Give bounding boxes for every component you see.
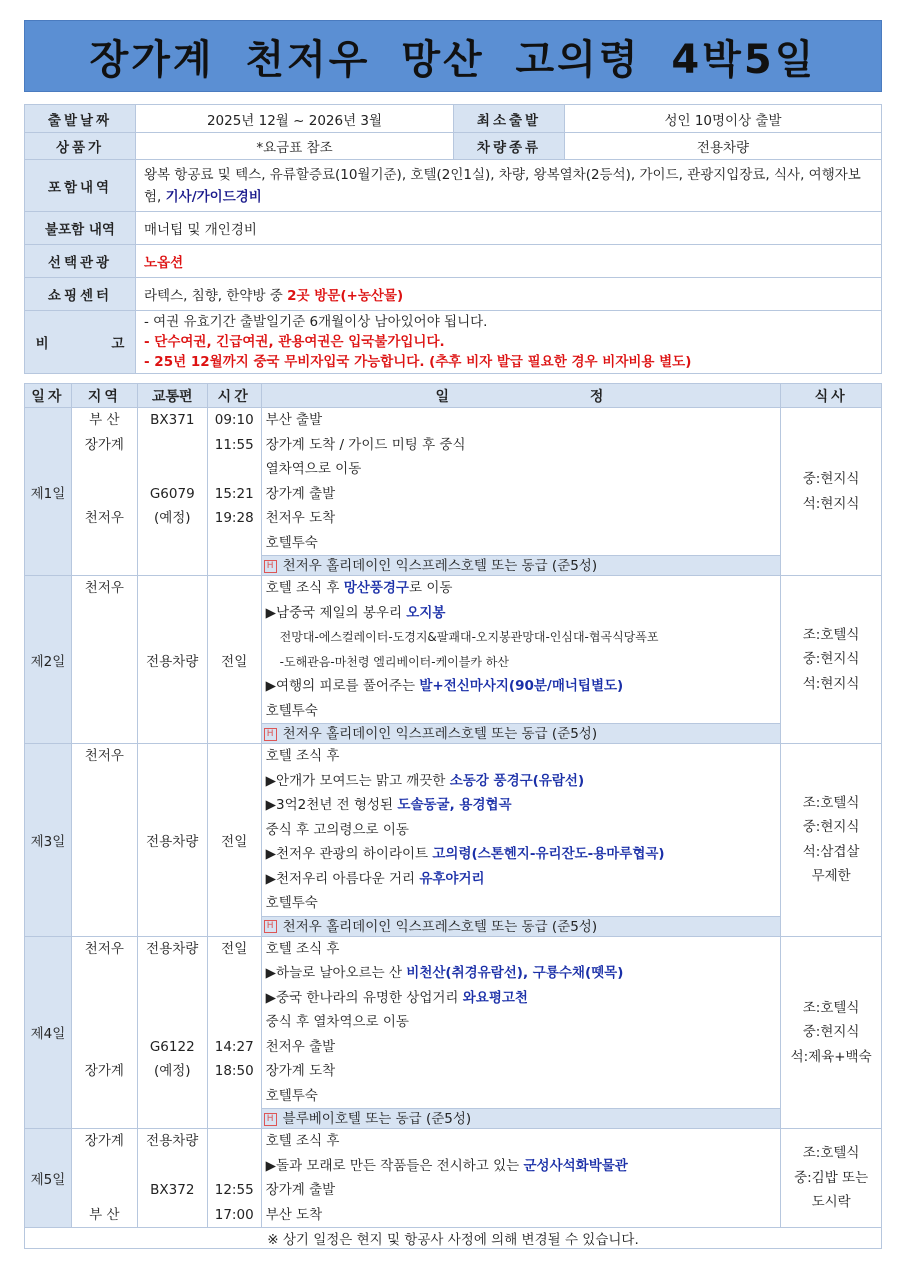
transport: 전용차량	[146, 1133, 199, 1149]
schedule-line: 장가계 출발	[265, 485, 336, 502]
schedule-subline: -도해관음-마천령 엘리베이터-케이블카 하산	[279, 654, 509, 669]
meal: 석:삼겹살	[802, 843, 860, 860]
schedule-col	[261, 936, 781, 1129]
hotel-icon: H	[264, 560, 277, 573]
meal: 무제한	[811, 868, 851, 885]
schedule-line: 부산 출발	[265, 412, 323, 428]
transport: 전용차량	[146, 940, 199, 957]
departure-label: 출발날짜	[25, 105, 136, 133]
highlight: 와요평고천	[462, 989, 528, 1006]
schedule-line: 호텔 조식 후	[265, 748, 340, 764]
schedule-line: 호텔 조식 후	[265, 940, 340, 957]
footnote: ※ 상기 일정은 현지 및 항공사 사정에 의해 변경될 수 있습니다.	[25, 1228, 882, 1249]
region: 천저우	[84, 940, 124, 957]
region	[72, 986, 137, 1011]
region	[72, 1178, 137, 1203]
included-label: 포함내역	[25, 160, 136, 212]
transport	[138, 986, 207, 1011]
remarks-value	[136, 311, 882, 374]
region-col	[71, 408, 137, 576]
time: 15:21	[214, 485, 254, 502]
schedule-line: 호텔투숙	[265, 895, 318, 911]
day-row-4	[25, 936, 882, 1129]
transport: 전용차량	[146, 833, 199, 850]
time-col	[207, 744, 261, 937]
hotel-icon: H	[264, 920, 277, 933]
day-row-5	[25, 1129, 882, 1228]
min-value: 성인 10명이상 출발	[565, 105, 882, 133]
time: 11:55	[214, 436, 254, 453]
departure-value: 2025년 12월 ~ 2026년 3월	[136, 105, 454, 133]
time	[208, 986, 261, 1011]
included-value	[136, 160, 882, 212]
schedule-line: 장가계 도착	[265, 1063, 336, 1079]
transport: BX372	[150, 1182, 195, 1198]
excluded-label: 불포함 내역	[25, 212, 136, 245]
schedule-line	[266, 769, 781, 794]
header-meal: 식사	[781, 384, 882, 408]
min-label: 최소출발	[454, 105, 565, 133]
hotel-name: 블루베이호텔 또는 동급 (준5성)	[282, 1111, 472, 1127]
time	[208, 1154, 261, 1179]
meal: 조:호텔식	[802, 626, 860, 643]
text: ▶여행의 피로를 풀어주는	[265, 678, 420, 694]
header-schedule: 일 정	[261, 384, 781, 408]
schedule-line	[266, 867, 781, 892]
highlight: 비천산(취경유람선), 구룡수채(뗏목)	[406, 965, 624, 981]
optional-label: 선택관광	[25, 245, 136, 278]
remarks-label: 비 고	[25, 311, 136, 374]
highlight: 소동강 풍경구(유람선)	[449, 772, 585, 789]
schedule-line	[266, 674, 781, 699]
time: 전일	[221, 940, 248, 957]
price-label: 상품가	[25, 133, 136, 160]
region-col	[71, 576, 137, 744]
time: 17:00	[214, 1206, 254, 1223]
transport-col	[137, 744, 207, 937]
schedule-line: 천저우 도착	[265, 510, 336, 526]
schedule-line: 부산 도착	[265, 1206, 323, 1223]
text: ▶남중국 제일의 봉우리	[265, 604, 407, 621]
shopping-value	[136, 278, 882, 311]
remark-line: - 단수여권, 긴급여권, 관용여권은 입국불가입니다.	[144, 334, 445, 350]
shopping-label: 쇼핑센터	[25, 278, 136, 311]
schedule-line: 호텔투숙	[265, 702, 318, 719]
time	[208, 1129, 261, 1154]
transport: BX371	[150, 412, 195, 428]
highlight: 망산풍경구	[343, 580, 409, 596]
time-col	[207, 936, 261, 1129]
time-col	[207, 1129, 261, 1228]
schedule-line	[266, 961, 781, 986]
meal: 중:김밥 또는	[794, 1169, 869, 1186]
region: 장가계	[84, 1133, 124, 1149]
remark-line: - 여권 유효기간 출발일기준 6개월이상 남아있어야 됩니다.	[144, 314, 488, 330]
hotel-name: 천저우 홀리데이인 익스프레스호텔 또는 동급 (준5성)	[282, 918, 598, 935]
hotel-row	[262, 1108, 781, 1128]
region: 천저우	[84, 580, 124, 596]
time: 전일	[221, 833, 248, 850]
meal: 중:현지식	[802, 819, 860, 836]
info-table	[24, 104, 882, 374]
meal: 중:현지식	[802, 1024, 860, 1040]
highlight: 고의령(스톤헨지-유리잔도-용마루협곡)	[432, 846, 665, 862]
meal: 석:현지식	[802, 495, 860, 512]
meal: 중:현지식	[802, 471, 860, 487]
meal-col	[781, 1129, 882, 1228]
time: 전일	[221, 653, 248, 670]
schedule-line	[266, 1154, 781, 1179]
schedule-line	[266, 601, 781, 626]
included-text: 왕복 항공료 및 텍스, 유류할증료(10월기준), 호텔(2인1실), 차량, 왕복열차(2등석), 가이드, 관광지입장료, 식사, 여행자보험,	[144, 166, 861, 205]
meal-col	[781, 936, 882, 1129]
transport	[138, 1154, 207, 1179]
transport: (예정)	[153, 510, 191, 526]
day-label: 제2일	[25, 576, 72, 744]
schedule-line: 장가계 출발	[265, 1182, 336, 1198]
region-col	[71, 936, 137, 1129]
time: 12:55	[214, 1182, 254, 1198]
hotel-row	[262, 555, 781, 575]
meal: 석:제육+백숙	[790, 1048, 872, 1065]
transport-col	[137, 408, 207, 576]
day-row-3	[25, 744, 882, 937]
text: ▶안개가 모여드는 맑고 깨끗한	[265, 772, 450, 789]
meal-col	[781, 408, 882, 576]
region-col	[71, 744, 137, 937]
region: 장가계	[84, 1063, 124, 1079]
vehicle-value: 전용차량	[565, 133, 882, 160]
transport: 전용차량	[146, 653, 199, 670]
region	[72, 961, 137, 986]
highlight: 도솔동굴, 용경협곡	[397, 797, 512, 813]
hotel-row	[262, 916, 781, 936]
schedule-col	[261, 744, 781, 937]
shopping-text: 라텍스, 침향, 한약방 중	[144, 288, 288, 304]
schedule-line: 호텔투숙	[265, 534, 318, 551]
time-col	[207, 576, 261, 744]
region: 장가계	[84, 436, 124, 453]
schedule-col	[261, 1129, 781, 1228]
region-col	[71, 1129, 137, 1228]
meal: 조:호텔식	[802, 999, 860, 1016]
schedule-line: 중식 후 열차역으로 이동	[265, 1014, 409, 1030]
remark-line: - 25년 12월까지 중국 무비자입국 가능합니다. (추후 비자 발급 필요한 경우 비자비용 별도)	[144, 354, 692, 370]
region	[72, 457, 137, 482]
time	[208, 457, 261, 482]
transport	[138, 1010, 207, 1035]
schedule-line: 열차역으로 이동	[265, 461, 362, 477]
transport	[138, 457, 207, 482]
transport: G6079	[149, 485, 195, 502]
region: 천저우	[84, 510, 124, 526]
header-transport: 교통편	[137, 384, 207, 408]
header-day: 일자	[25, 384, 72, 408]
excluded-value: 매너팁 및 개인경비	[136, 212, 882, 245]
meal: 석:현지식	[802, 675, 860, 692]
time	[208, 961, 261, 986]
highlight: 군성사석화박물관	[523, 1157, 628, 1174]
transport	[138, 1203, 207, 1228]
included-highlight: 기사/가이드경비	[165, 188, 262, 205]
text: ▶하늘로 날아오르는 산	[265, 965, 407, 981]
schedule-table	[24, 383, 882, 1249]
meal: 조:호텔식	[802, 1145, 860, 1162]
schedule-line	[266, 576, 781, 601]
hotel-name: 천저우 홀리데이인 익스프레스호텔 또는 동급 (준5성)	[282, 558, 598, 574]
transport	[138, 961, 207, 986]
region	[72, 482, 137, 507]
schedule-col	[261, 576, 781, 744]
schedule-line: 장가계 도착 / 가이드 미팅 후 중식	[265, 436, 466, 453]
time: 14:27	[214, 1038, 254, 1055]
schedule-col	[261, 408, 781, 576]
transport-col	[137, 576, 207, 744]
time-col	[207, 408, 261, 576]
region	[72, 1010, 137, 1035]
schedule-line	[266, 793, 781, 818]
transport: G6122	[149, 1038, 195, 1055]
page-title: 장가계 천저우 망산 고의령 4박5일	[89, 36, 817, 83]
schedule-line	[266, 986, 781, 1011]
time: 18:50	[214, 1063, 254, 1079]
highlight: 발+전신마사지(90분/매너팁별도)	[419, 678, 624, 694]
region	[72, 1154, 137, 1179]
time	[208, 1010, 261, 1035]
transport-col	[137, 1129, 207, 1228]
hotel-name: 천저우 홀리데이인 익스프레스호텔 또는 동급 (준5성)	[282, 726, 598, 742]
schedule-line: 천저우 출발	[265, 1038, 336, 1055]
schedule-line: 호텔 조식 후	[265, 1133, 340, 1149]
meal: 중:현지식	[802, 651, 860, 668]
shopping-highlight: 2곳 방문(+농산물)	[287, 288, 404, 304]
header-time: 시간	[207, 384, 261, 408]
day-label: 제1일	[25, 408, 72, 576]
meal-col	[781, 744, 882, 937]
transport	[138, 433, 207, 458]
text: 호텔 조식 후	[265, 580, 344, 596]
text: ▶천저우 관광의 하이라이트	[265, 846, 433, 862]
highlight: 오지봉	[406, 604, 446, 621]
hotel-icon: H	[264, 1113, 277, 1126]
transport: (예정)	[153, 1063, 191, 1079]
transport-col	[137, 936, 207, 1129]
day-row-1	[25, 408, 882, 576]
vehicle-label: 차량종류	[454, 133, 565, 160]
title-banner	[24, 20, 882, 92]
time: 09:10	[214, 412, 254, 428]
day-label: 제4일	[25, 936, 72, 1129]
text: ▶천저우리 아름다운 거리	[265, 870, 420, 887]
region: 부 산	[89, 412, 120, 428]
text: ▶돌과 모래로 만든 작품들은 전시하고 있는	[265, 1157, 524, 1174]
optional-value: 노옵션	[136, 245, 882, 278]
text: 로 이동	[408, 580, 453, 596]
day-label: 제3일	[25, 744, 72, 937]
region: 천저우	[84, 748, 124, 764]
region: 부 산	[89, 1206, 120, 1223]
header-region: 지역	[71, 384, 137, 408]
schedule-subline: 전망대-에스컬레이터-도경지&팔괘대-오지봉관망대-인심대-협곡식당폭포	[279, 630, 659, 644]
meal-col	[781, 576, 882, 744]
price-value: *요금표 참조	[136, 133, 454, 160]
hotel-row	[262, 723, 781, 743]
day-row-2	[25, 576, 882, 744]
schedule-line: 호텔투숙	[265, 1087, 318, 1104]
hotel-icon: H	[264, 728, 277, 741]
meal: 조:호텔식	[802, 794, 860, 811]
region	[72, 1035, 137, 1060]
footnote-row	[25, 1228, 882, 1249]
meal: 도시락	[811, 1194, 851, 1211]
schedule-line	[266, 842, 781, 867]
schedule-line: 중식 후 고의령으로 이동	[265, 821, 409, 838]
text: ▶중국 한나라의 유명한 상업거리	[265, 989, 463, 1006]
text: ▶3억2천년 전 형성된	[265, 797, 398, 813]
highlight: 유후야거리	[419, 870, 485, 887]
day-label: 제5일	[25, 1129, 72, 1228]
time: 19:28	[214, 510, 254, 526]
